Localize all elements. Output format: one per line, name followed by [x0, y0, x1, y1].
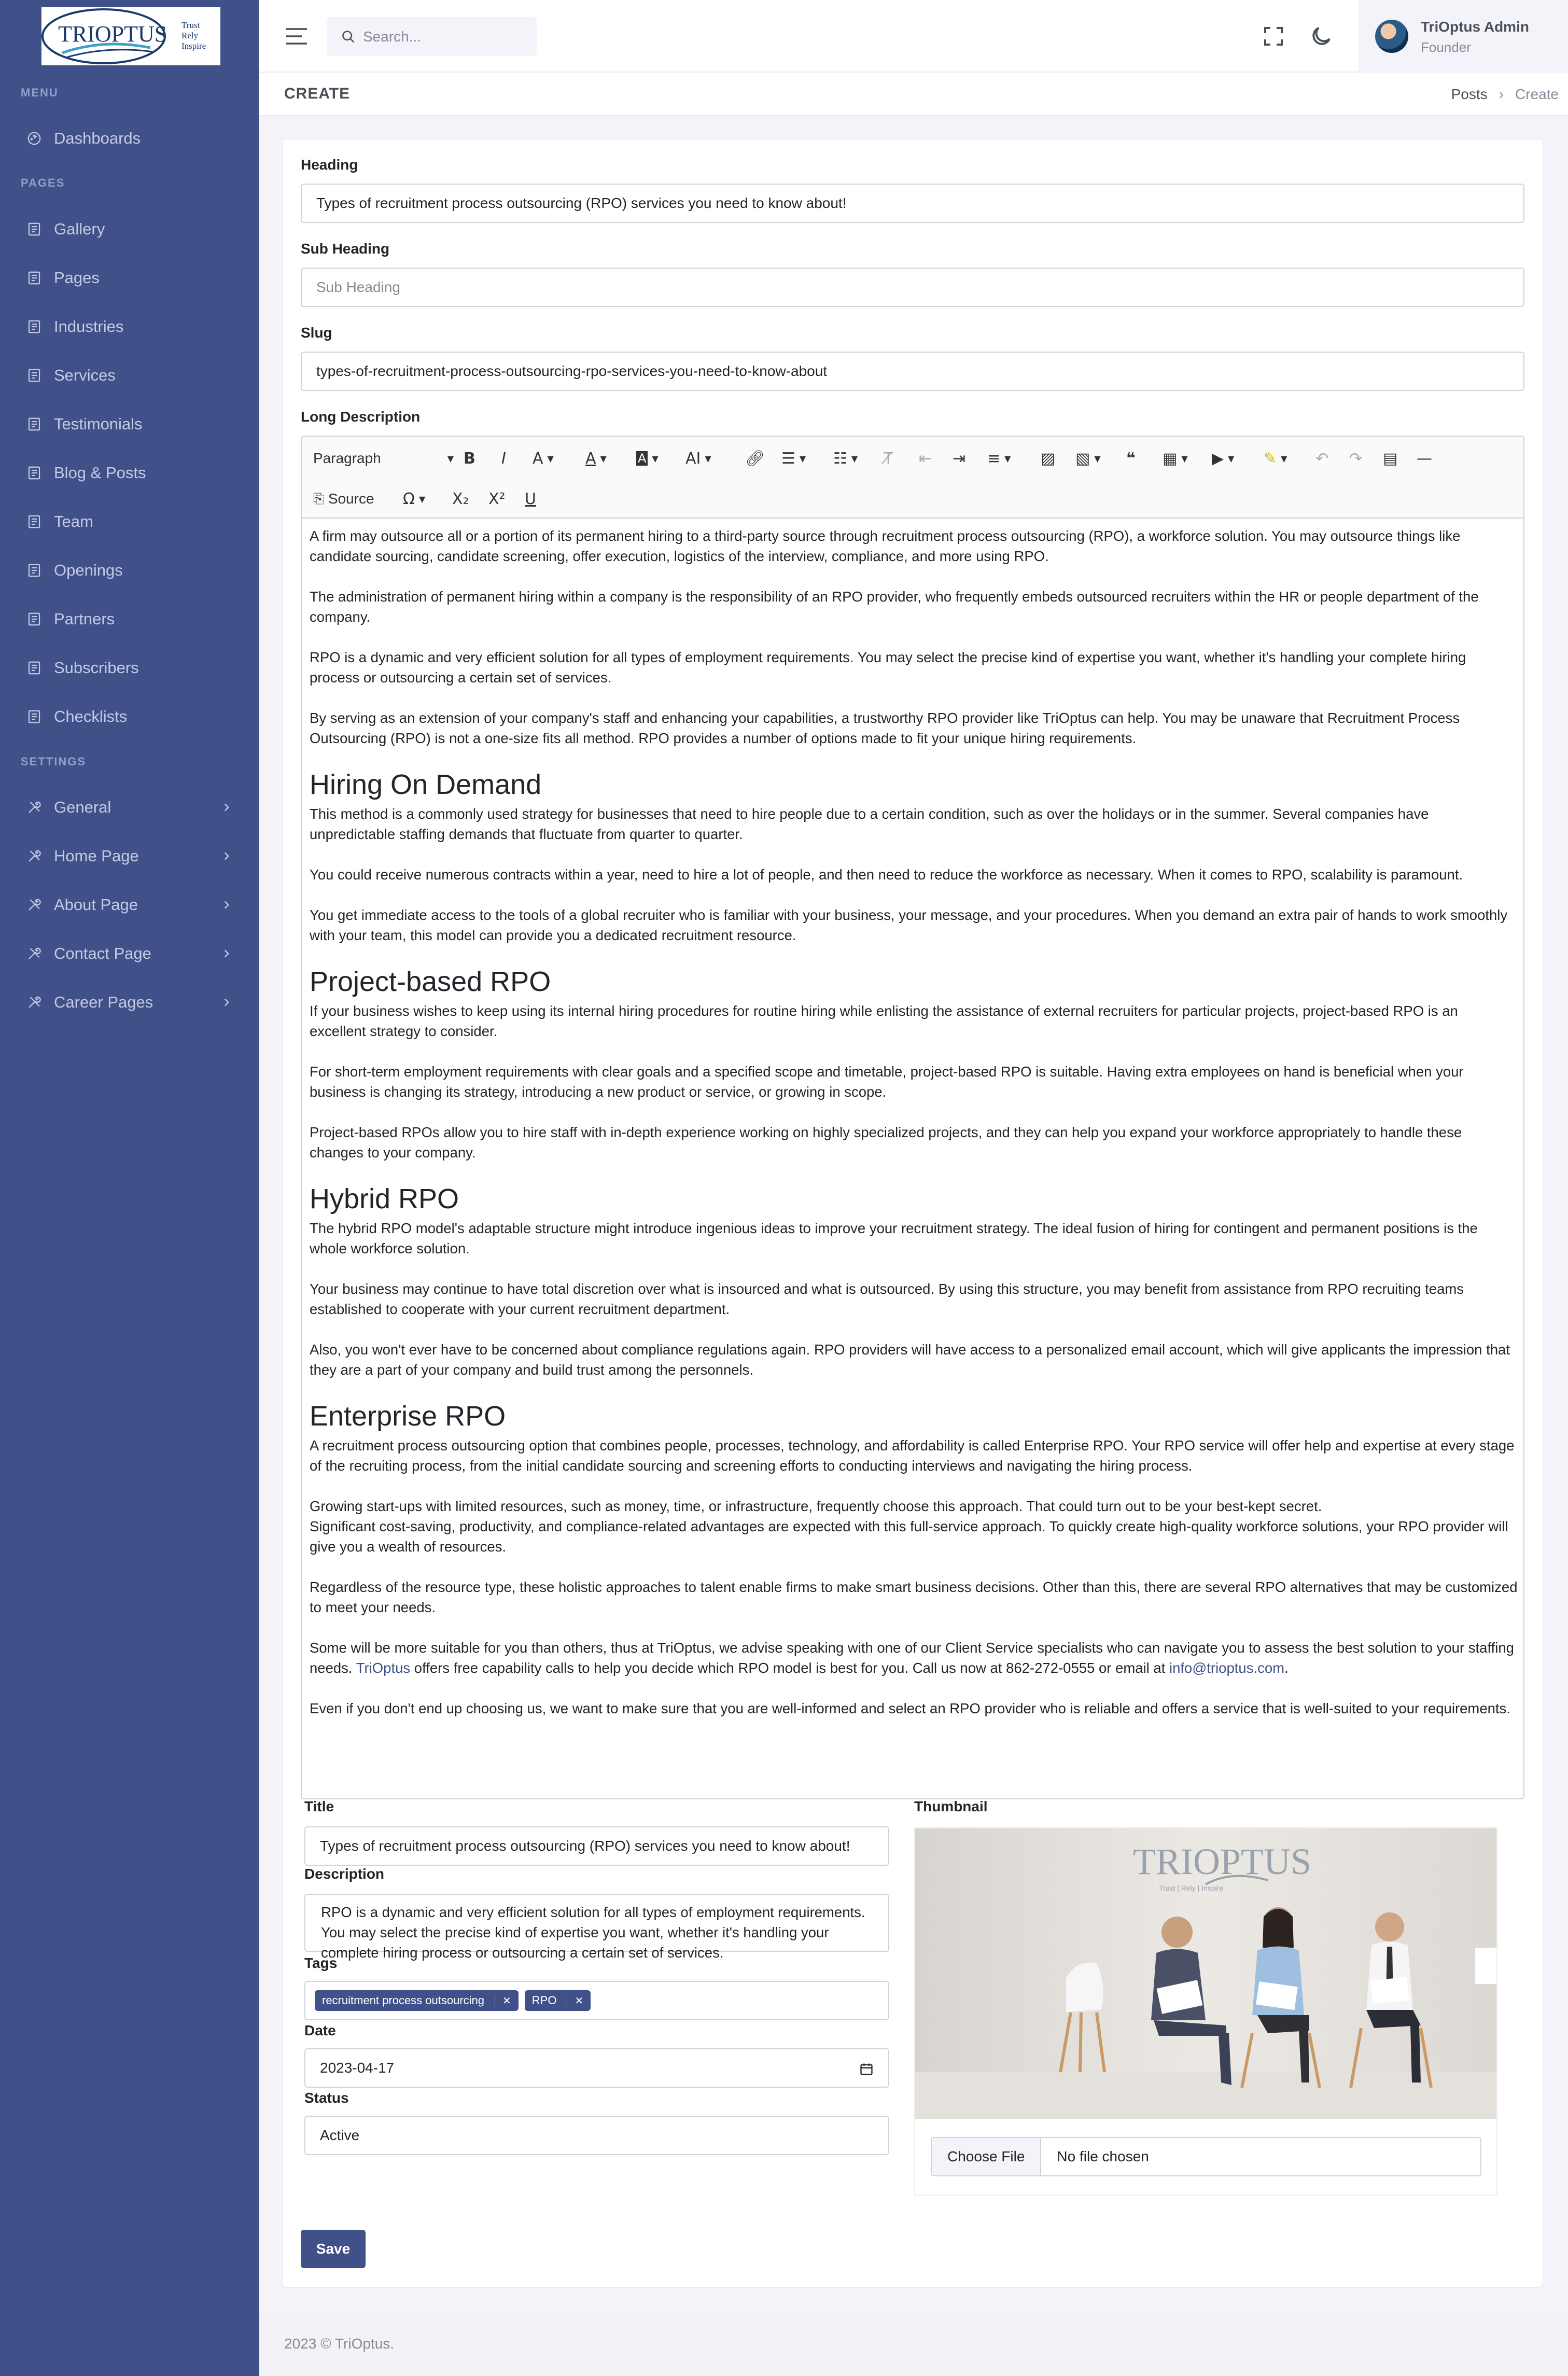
- sidebar-item-label: Subscribers: [54, 659, 139, 677]
- page-icon: [26, 270, 43, 286]
- chevron-right-icon: [220, 996, 233, 1009]
- brand-logo[interactable]: [41, 7, 220, 65]
- quote-icon: ❝: [1126, 449, 1136, 468]
- editor-paragraph: Significant cost-saving, productivity, and compliance-related advantages are expected with this full-service approach. To quickly create high-quality workforce solutions, your RPO provider will give you a wealth of resources.: [310, 1518, 1508, 1555]
- sidebar-item-label: Pages: [54, 269, 100, 287]
- sidebar: [0, 0, 259, 2376]
- sidebar-item-label: Blog & Posts: [54, 464, 146, 482]
- chevron-down-icon: ▼: [1094, 453, 1101, 464]
- editor-paragraph: RPO is a dynamic and very efficient solution for all types of employment requirements. You may select the precise kind of expertise you want, whether it's handling your complete hiring process or outsourcing a certain set of services.: [310, 649, 1466, 686]
- sidebar-item-label: General: [54, 798, 111, 816]
- sidebar-item-label: Gallery: [54, 220, 105, 238]
- insert-image-button[interactable]: [1041, 444, 1055, 473]
- sidebar-item-subscribers[interactable]: [0, 651, 259, 685]
- numbered-list-button[interactable]: [833, 444, 858, 473]
- editor-heading: Enterprise RPO: [310, 1401, 506, 1432]
- settings-section-title: SETTINGS: [21, 755, 87, 768]
- sidebar-item-label: Team: [54, 512, 93, 530]
- sidebar-item-gallery[interactable]: [0, 212, 259, 246]
- status-select[interactable]: Active: [304, 2116, 889, 2155]
- footer: [259, 2313, 1568, 2376]
- sidebar-item-pages[interactable]: [0, 261, 259, 295]
- sidebar-item-label: Contact Page: [54, 944, 151, 962]
- sidebar-item-partners[interactable]: [0, 602, 259, 636]
- editor-paragraph: A firm may outsource all or a portion of its permanent hiring to a third-party source through recruitment process outsourcing (RPO), a workforce solution. You may outsource things like candidate sourcing, candidate screening, offer execution, logistics of the interview, compliance, and more using RPO.: [310, 528, 1461, 564]
- long-description-label: Long Description: [301, 409, 421, 425]
- sidebar-item-label: Checklists: [54, 707, 128, 725]
- description-textarea[interactable]: RPO is a dynamic and very efficient solution for all types of employment requirements. You may select the precise kind of expertise you want, whether it's handling your complete hiring process or outsourcing a certain set of services.: [304, 1894, 889, 1952]
- align-button[interactable]: [987, 444, 1011, 473]
- sidebar-item-label: Services: [54, 366, 116, 384]
- editor-paragraph: By serving as an extension of your company's staff and enhancing your capabilities, a trustworthy RPO provider like TriOptus can help. You may be unaware that Recruitment Process Outsourcing (RPO) is not a one-size fits all method. RPO provides a number of options made to fit your unique hiring requirements.: [310, 710, 1460, 746]
- editor-paragraph: Growing start-ups with limited resources, such as money, time, or infrastructure, frequently choose this approach. That could turn out to be your best-kept secret.: [310, 1498, 1322, 1514]
- indent-button[interactable]: [953, 444, 965, 473]
- font-color-button[interactable]: [585, 444, 607, 473]
- sidebar-item-home-page[interactable]: [0, 839, 259, 873]
- superscript-icon: X²: [488, 490, 506, 508]
- editor-paragraph: Your business may continue to have total discretion over what is insourced and what is outsourced. By using this structure, you may benefit from assistance from RPO recruiting teams established to cooperate with your current recruitment department.: [310, 1281, 1464, 1317]
- horizontal-line-icon: —: [1417, 449, 1432, 468]
- page-icon: [26, 416, 43, 432]
- page-icon: [26, 513, 43, 530]
- sidebar-item-dashboards[interactable]: [0, 121, 259, 156]
- chevron-down-icon: ▼: [705, 453, 711, 464]
- source-label: Source: [328, 491, 374, 507]
- font-family-icon: AI: [685, 449, 701, 468]
- background-color-icon: A: [636, 451, 648, 466]
- calendar-icon[interactable]: [859, 2062, 874, 2076]
- source-button[interactable]: [313, 484, 374, 513]
- html-embed-button[interactable]: [1383, 444, 1397, 473]
- editor-paragraph: You could receive numerous contracts within a year, need to hire a lot of people, and then need to reduce the workforce as necessary. When it comes to RPO, scalability is paramount.: [310, 866, 1463, 883]
- create-post-form: [283, 140, 1543, 2287]
- sidebar-item-label: Home Page: [54, 847, 139, 865]
- page-title-bar: [259, 73, 1568, 116]
- search-placeholder: Search...: [363, 28, 422, 45]
- highlight-marker-icon: ✎: [1264, 449, 1277, 468]
- user-dropdown[interactable]: [1359, 0, 1568, 73]
- insert-media-button[interactable]: [1212, 444, 1234, 473]
- chevron-right-icon: [220, 947, 233, 960]
- chevron-down-icon: ▼: [1228, 453, 1235, 464]
- choose-file-button[interactable]: Choose File: [932, 2138, 1041, 2175]
- sidebar-item-general[interactable]: [0, 790, 259, 824]
- tag-chip: RPO ✕: [525, 1990, 591, 2011]
- page-icon: [26, 367, 43, 384]
- breadcrumb-posts-link[interactable]: Posts: [1451, 86, 1488, 102]
- chevron-right-icon: [220, 849, 233, 863]
- date-input[interactable]: [304, 2048, 889, 2088]
- chevron-down-icon: ▼: [1281, 453, 1287, 464]
- source-icon: ⎘: [313, 491, 324, 507]
- svg-text:Rely: Rely: [181, 31, 199, 40]
- align-left-icon: ≡: [987, 449, 1001, 468]
- svg-text:Inspire: Inspire: [181, 41, 206, 51]
- bulleted-list-icon: ☰: [781, 449, 795, 468]
- fullscreen-icon[interactable]: [1261, 24, 1286, 49]
- sidebar-item-label: Partners: [54, 610, 115, 628]
- chevron-down-icon: ▼: [547, 453, 554, 464]
- sidebar-item-blog-posts[interactable]: [0, 456, 259, 490]
- sidebar-item-label: About Page: [54, 896, 138, 914]
- redo-button[interactable]: [1349, 444, 1362, 473]
- sidebar-item-label: Testimonials: [54, 415, 143, 433]
- tools-icon: [26, 848, 43, 864]
- subscript-icon: X₂: [452, 490, 469, 508]
- chevron-down-icon: ▼: [652, 453, 659, 464]
- undo-icon: ↶: [1315, 449, 1329, 468]
- bold-button[interactable]: [464, 444, 475, 473]
- remove-tag-icon[interactable]: ✕: [567, 1994, 583, 2007]
- user-name: TriOptus Admin: [1421, 19, 1529, 35]
- sidebar-item-industries[interactable]: [0, 310, 259, 344]
- sidebar-item-services[interactable]: [0, 358, 259, 393]
- chevron-down-icon: ▼: [1181, 453, 1188, 464]
- highlight-button[interactable]: [1264, 444, 1287, 473]
- subscript-button[interactable]: [452, 484, 469, 513]
- sidebar-item-career-pages[interactable]: [0, 985, 259, 1019]
- hamburger-menu-icon[interactable]: [285, 26, 308, 47]
- insert-table-button[interactable]: [1163, 444, 1188, 473]
- undo-button[interactable]: [1315, 444, 1328, 473]
- editor-heading: Project-based RPO: [310, 966, 551, 997]
- tools-icon: [26, 897, 43, 913]
- subheading-input[interactable]: Sub Heading: [301, 268, 1524, 307]
- font-size-button[interactable]: [533, 444, 554, 473]
- underline-icon: U: [525, 490, 536, 508]
- svg-text:Trust | Rely | Inspire: Trust | Rely | Inspire: [1159, 1884, 1224, 1892]
- tags-input[interactable]: [304, 1981, 889, 2020]
- chevron-down-icon: ▼: [447, 453, 454, 464]
- breadcrumb-current: Create: [1515, 86, 1559, 102]
- outdent-button[interactable]: [919, 444, 932, 473]
- numbered-list-icon: ☷: [833, 449, 847, 468]
- link-icon: 🔗︎: [745, 449, 765, 468]
- pages-section-title: PAGES: [21, 176, 65, 189]
- page-icon: [26, 465, 43, 481]
- editor-heading: Hiring On Demand: [310, 769, 542, 800]
- editor-paragraph: If your business wishes to keep using its internal hiring procedures for routine hiring while enlisting the assistance of external recruiters for particular projects, project-based RPO is an excellent strategy to consider.: [310, 1003, 1458, 1039]
- italic-icon: I: [501, 449, 506, 468]
- blockquote-button[interactable]: [1126, 444, 1136, 473]
- chevron-down-icon: ▼: [600, 453, 607, 464]
- italic-button[interactable]: [501, 444, 506, 473]
- svg-text:TRIOPTUS: TRIOPTUS: [1133, 1841, 1312, 1882]
- superscript-button[interactable]: [488, 484, 506, 513]
- special-characters-button[interactable]: [403, 484, 425, 513]
- chevron-down-icon: ▼: [851, 453, 858, 464]
- editor-heading: Hybrid RPO: [310, 1183, 459, 1214]
- html-embed-icon: ▤: [1383, 449, 1398, 468]
- slug-input[interactable]: types-of-recruitment-process-outsourcing-rpo-services-you-need-to-know-about: [301, 352, 1524, 391]
- status-label: Status: [304, 2090, 349, 2106]
- remove-format-icon: T̸: [884, 449, 893, 468]
- heading-label: Heading: [301, 157, 358, 173]
- omega-icon: Ω: [403, 490, 415, 508]
- font-family-button[interactable]: [685, 444, 711, 473]
- tools-icon: [26, 994, 43, 1011]
- redo-icon: ↷: [1349, 449, 1363, 468]
- search-input[interactable]: [327, 17, 537, 56]
- font-size-icon: A: [533, 449, 543, 468]
- sidebar-item-openings[interactable]: [0, 553, 259, 588]
- editor-paragraph: The hybrid RPO model's adaptable structure might introduce ingenious ideas to improve your recruitment strategy. The ideal fusion of hiring for contingent and permanent positions is the whole workforce solution.: [310, 1220, 1478, 1256]
- heading-input[interactable]: Types of recruitment process outsourcing (RPO) services you need to know about!: [301, 184, 1524, 223]
- save-button[interactable]: Save: [301, 2230, 366, 2268]
- subheading-label: Sub Heading: [301, 241, 390, 257]
- sidebar-item-about-page[interactable]: [0, 888, 259, 922]
- chevron-down-icon: ▼: [799, 453, 806, 464]
- trioptus-link[interactable]: TriOptus: [356, 1660, 411, 1676]
- table-icon: ▦: [1163, 449, 1178, 468]
- thumbnail-image: [915, 1828, 1496, 2119]
- media-icon: ▶: [1212, 449, 1224, 468]
- editor-paragraph: The administration of permanent hiring within a company is the responsibility of an RPO provider, who frequently embeds outsourced recruiters within the HR or people department of the company.: [310, 589, 1479, 625]
- avatar: [1375, 20, 1408, 53]
- page-icon: [26, 611, 43, 627]
- underline-button[interactable]: [525, 484, 536, 513]
- page-icon: [26, 708, 43, 725]
- background-color-button[interactable]: [636, 444, 659, 473]
- outdent-icon: ⇤: [919, 449, 932, 468]
- image-icon: ▨: [1041, 449, 1056, 468]
- search-icon: [341, 30, 356, 44]
- date-label: Date: [304, 2022, 336, 2038]
- page-title: CREATE: [284, 85, 351, 102]
- rich-text-editor: [301, 436, 1524, 1799]
- user-role: Founder: [1421, 39, 1471, 55]
- editor-paragraph: This method is a commonly used strategy for businesses that need to hire people due to a certain condition, such as over the holidays or in the summer. Several companies have unpredictable staffing demands that fluctuate from quarter to quarter.: [310, 806, 1429, 842]
- thumbnail-label: Thumbnail: [914, 1798, 988, 1814]
- editor-paragraph: Project-based RPOs allow you to hire staff with in-depth experience working on highly specialized projects, and they can help you expand your workforce appropriately to handle these changes to your company.: [310, 1124, 1462, 1161]
- editor-paragraph: Regardless of the resource type, these holistic approaches to talent enable firms to make smart business decisions. Other than this, there are several RPO alternatives that may be customized to meet your needs.: [310, 1579, 1518, 1615]
- slug-label: Slug: [301, 325, 332, 341]
- menu-section-title: MENU: [21, 86, 59, 99]
- sidebar-item-label: Openings: [54, 561, 123, 579]
- sidebar-item-label: Dashboards: [54, 129, 141, 147]
- font-color-icon: A: [585, 449, 596, 468]
- remove-tag-icon[interactable]: ✕: [495, 1994, 511, 2007]
- sidebar-item-testimonials[interactable]: [0, 407, 259, 441]
- editor-paragraph: A recruitment process outsourcing option that combines people, processes, technology, and affordability is called Enterprise RPO. Your RPO service will offer help and expertise at every stage of the recruiting process, from the initial candidate sourcing and screening efforts to conducting interviews and navigating the hiring process.: [310, 1437, 1515, 1474]
- tools-icon: [26, 799, 43, 816]
- link-button[interactable]: [745, 444, 765, 473]
- page-icon: [26, 318, 43, 335]
- thumbnail-preview: [914, 1827, 1497, 2196]
- editor-paragraph: You get immediate access to the tools of a global recruiter who is familiar with your business, your message, and your procedures. When you demand an extra pair of hands to work smoothly with your team, this model can provide you a dedicated recruitment resource.: [310, 907, 1508, 943]
- horizontal-line-button[interactable]: [1417, 444, 1432, 473]
- editor-paragraph: Also, you won't ever have to be concerned about compliance regulations again. RPO providers will have access to a personalized email account, which will give applicants the impression that they are a part of your company and build trust among the personnels.: [310, 1341, 1510, 1378]
- tools-icon: [26, 945, 43, 962]
- editor-paragraph: For short-term employment requirements with clear goals and a specified scope and timetable, project-based RPO is suitable. Having extra employees on hand is beneficial when your business is changing its strategy, introducing a new product or service, or growing in scope.: [310, 1064, 1464, 1100]
- tag-chip: recruitment process outsourcing ✕: [315, 1990, 519, 2011]
- sidebar-item-checklists[interactable]: [0, 700, 259, 734]
- image-upload-icon: ▧: [1075, 449, 1090, 468]
- page-icon: [26, 562, 43, 579]
- copyright-text: 2023 © TriOptus.: [284, 2336, 395, 2352]
- title-label: Title: [304, 1798, 334, 1814]
- paragraph-format-dropdown[interactable]: [313, 444, 454, 473]
- remove-format-button[interactable]: [884, 444, 893, 473]
- svg-text:Trust: Trust: [181, 20, 200, 30]
- thumbnail-file-input[interactable]: [931, 2137, 1481, 2176]
- indent-icon: ⇥: [953, 449, 966, 468]
- description-label: Description: [304, 1866, 385, 1882]
- chevron-down-icon: ▼: [418, 494, 426, 504]
- topbar: [259, 0, 1568, 73]
- logo-brand-text: TRIOPTUS: [58, 21, 167, 47]
- bold-icon: B: [464, 449, 475, 468]
- page-icon: [26, 221, 43, 237]
- editor-toolbar: [302, 437, 1523, 519]
- editor-paragraph: Some will be more suitable for you than others, thus at TriOptus, we advise speaking with one of our Client Service specialists who can navigate you to assess the best solution to your staffing needs. TriOptus offers free capability calls to help you decide which RPO model is best for you. Call us now at 862-272-0555 or email at info@trioptus.com.: [310, 1640, 1514, 1676]
- sidebar-item-label: Career Pages: [54, 993, 153, 1011]
- breadcrumb: [1451, 86, 1559, 103]
- editor-paragraph: Even if you don't end up choosing us, we want to make sure that you are well-informed and select an RPO provider who is reliable and offers a service that is well-suited to your requirements.: [310, 1700, 1510, 1716]
- dashboard-icon: [26, 130, 43, 147]
- bulleted-list-button[interactable]: [781, 444, 806, 473]
- dark-mode-moon-icon[interactable]: [1309, 24, 1334, 49]
- image-upload-button[interactable]: [1075, 444, 1101, 473]
- email-link[interactable]: info@trioptus.com: [1169, 1660, 1285, 1676]
- paragraph-format-label: Paragraph: [313, 450, 381, 466]
- chevron-right-icon: [220, 898, 233, 912]
- title-input[interactable]: Types of recruitment process outsourcing (RPO) services you need to know about!: [304, 1826, 889, 1866]
- editor-content[interactable]: [310, 526, 1518, 1739]
- chevron-down-icon: ▼: [1004, 453, 1011, 464]
- date-value: 2023-04-17: [320, 2060, 395, 2076]
- sidebar-item-contact-page[interactable]: [0, 937, 259, 971]
- chevron-right-icon: [220, 801, 233, 814]
- tags-label: Tags: [304, 1955, 338, 1971]
- breadcrumb-separator-icon: ›: [1499, 86, 1504, 102]
- sidebar-item-label: Industries: [54, 317, 124, 336]
- sidebar-item-team[interactable]: [0, 505, 259, 539]
- page-icon: [26, 660, 43, 676]
- file-status-text: No file chosen: [1057, 2148, 1149, 2164]
